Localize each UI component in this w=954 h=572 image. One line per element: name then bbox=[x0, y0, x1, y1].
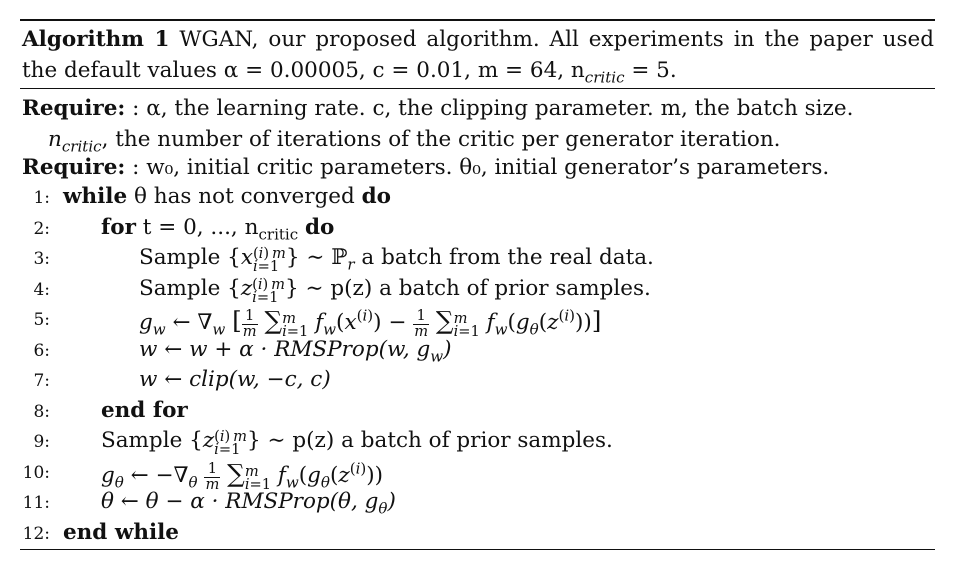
line-content: Sample {z(i) m i=1 } ∼ p(z) a batch of prior samples. bbox=[101, 428, 613, 458]
gradient-formula: $g_\theta$ ← $-\nabla_\theta$ $\frac{1}{m}$ ∑m i=1 $f_w(g_\theta(z^{(i)}))$ bbox=[101, 459, 384, 493]
require-continuation-text: , the number of iterations of the critic per generator iteration. bbox=[101, 127, 781, 152]
line-content: Sample {z(i) m i=1 } ∼ p(z) a batch of prior samples. bbox=[139, 276, 651, 306]
line-number: 1: bbox=[33, 188, 50, 208]
critic-subscript: critic bbox=[61, 137, 102, 156]
line-text: w ← w + α · RMSProp(w, g bbox=[139, 337, 431, 362]
sample-word: Sample bbox=[139, 245, 221, 270]
line-number: 9: bbox=[33, 432, 50, 452]
subscript: θ bbox=[378, 499, 388, 518]
fraction: $\frac{1}{m}$ bbox=[414, 306, 429, 340]
line-number: 11: bbox=[22, 493, 50, 513]
n-symbol: n bbox=[48, 127, 62, 152]
index-script: (i) m i=1 bbox=[214, 428, 248, 458]
line-text: ) bbox=[387, 489, 396, 514]
line-number: 6: bbox=[33, 341, 50, 361]
subscript: w bbox=[430, 347, 444, 366]
line-number: 5: bbox=[33, 310, 50, 330]
line-content bbox=[101, 215, 334, 243]
keyword-while: while bbox=[63, 184, 128, 209]
require-label: Require: bbox=[22, 96, 126, 121]
critic-subscript: critic bbox=[258, 225, 299, 244]
line-number: 2: bbox=[33, 219, 50, 239]
algorithm-caption bbox=[22, 24, 934, 93]
sample-word: Sample bbox=[139, 276, 221, 301]
top-rule bbox=[20, 19, 935, 21]
keyword-end-while: end while bbox=[63, 520, 179, 545]
line-number: 12: bbox=[22, 524, 50, 544]
keyword-end-for: end for bbox=[101, 398, 188, 423]
caption-tail: = 5. bbox=[624, 58, 677, 83]
require-text: : w₀, initial critic parameters. θ₀, initial generator’s parameters. bbox=[125, 155, 830, 180]
fraction: $\frac{1}{m}$ bbox=[205, 459, 220, 493]
line-number: 10: bbox=[22, 463, 50, 483]
algorithm-label: Algorithm 1 bbox=[22, 27, 170, 52]
line-number: 4: bbox=[33, 280, 50, 300]
line-content bbox=[63, 184, 391, 209]
line-number: 8: bbox=[33, 402, 50, 422]
line-content: Sample {x(i) m i=1 } ∼ ℙ$_r$ a batch from the real data. bbox=[139, 245, 654, 275]
line-content bbox=[139, 337, 452, 365]
line-text: θ ← θ − α · RMSProp(θ, g bbox=[101, 489, 379, 514]
gradient-formula: $g_w$ ← $\nabla_w$ [ $\frac{1}{m}$ ∑m i=1 $f_w(x^{(i)})$ − $\frac{1}{m}$ ∑m i=1 $f_w(g_\theta(z^{(i)}))$] bbox=[139, 306, 602, 340]
real-subscript: r bbox=[347, 255, 355, 274]
index-script: (i) m i=1 bbox=[252, 245, 286, 275]
require-label: Require: bbox=[22, 155, 126, 180]
keyword-do: do bbox=[361, 184, 392, 209]
caption-rule bbox=[20, 88, 935, 89]
line-text: ∼ p(z) a batch of prior samples. bbox=[260, 428, 613, 453]
require-text: : α, the learning rate. c, the clipping parameter. m, the batch size. bbox=[125, 96, 854, 121]
line-content bbox=[101, 489, 396, 517]
fraction: $\frac{1}{m}$ bbox=[242, 306, 257, 340]
caption-critic-subscript: critic bbox=[584, 68, 625, 87]
line-text: ) bbox=[443, 337, 452, 362]
bottom-rule bbox=[20, 549, 935, 550]
line-content: w ← clip(w, −c, c) bbox=[139, 367, 331, 392]
line-text: ∼ p(z) a batch of prior samples. bbox=[298, 276, 651, 301]
line-text: t = 0, ..., n bbox=[135, 215, 259, 240]
require-initial-params bbox=[22, 152, 934, 183]
line-text: ∼ ℙ bbox=[299, 245, 348, 270]
keyword-do: do bbox=[305, 215, 335, 240]
caption-text: WGAN, our proposed algorithm. All experiments in the paper used the default values α = 0.00005, c = 0.01, m = 64, n bbox=[22, 27, 934, 83]
line-text: θ has not converged bbox=[127, 184, 362, 209]
line-number: 3: bbox=[33, 249, 50, 269]
line-number: 7: bbox=[33, 371, 50, 391]
keyword-for: for bbox=[101, 215, 136, 240]
index-script: (i) m i=1 bbox=[252, 276, 286, 306]
sample-word: Sample bbox=[101, 428, 183, 453]
line-text: a batch from the real data. bbox=[354, 245, 654, 270]
